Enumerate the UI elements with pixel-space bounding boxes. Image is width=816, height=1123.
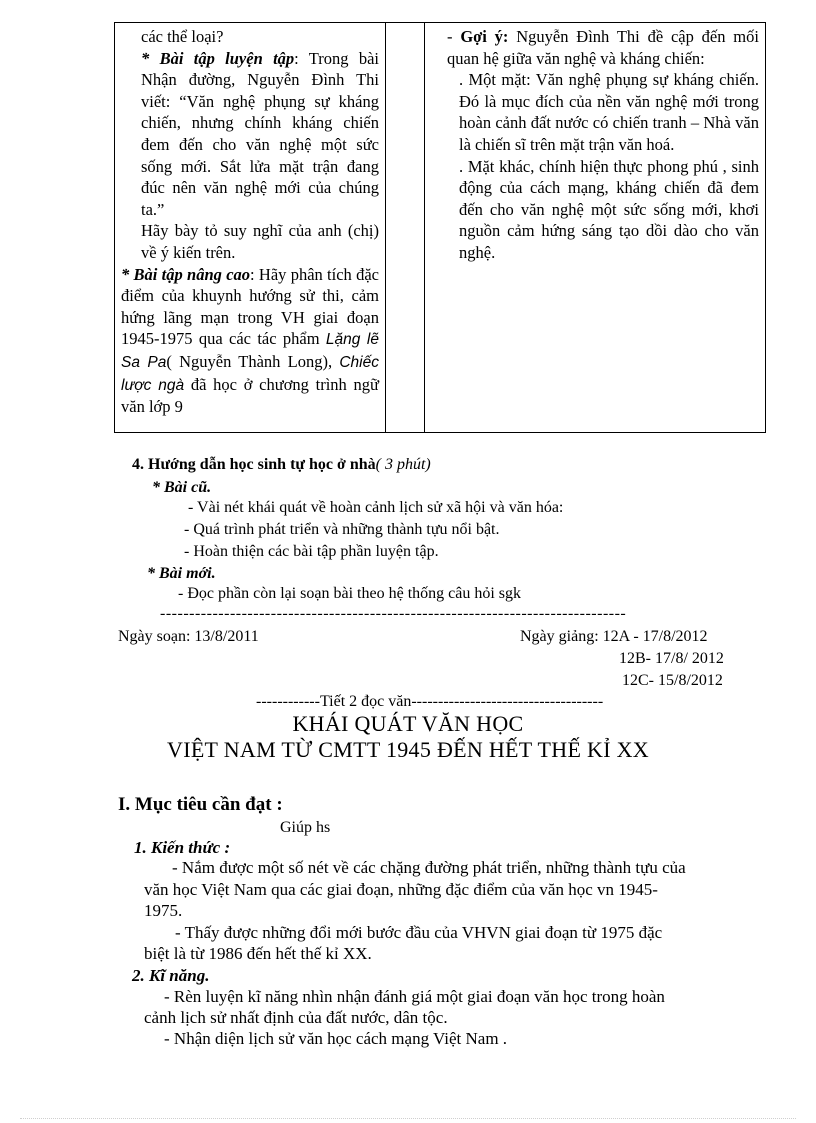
exercise-table bbox=[114, 22, 766, 433]
practice-exercise-question: Hãy bày tỏ suy nghĩ của anh (chị) về ý kiến trên. bbox=[141, 221, 379, 262]
work-title-2: Chiếc lược ngà bbox=[121, 353, 379, 394]
knowledge-item-1-end: 1975. bbox=[144, 901, 183, 920]
skills-item-2: - Nhận diện lịch sử văn học cách mạng Việt Nam . bbox=[164, 1029, 508, 1048]
objectives-intro: Giúp hs bbox=[280, 819, 331, 836]
page-title-line-1: KHÁI QUÁT VĂN HỌC bbox=[292, 711, 524, 736]
hint-point-2: . Mặt khác, chính hiện thực phong phú , sinh động của cách mạng, kháng chiến đã đem đến cho văn nghệ một sức sống mới, khơi nguồn cảm hứng sáng tạo dồi dào cho văn nghệ. bbox=[459, 156, 759, 262]
work-title-1: Lặng lẽ Sa Pa bbox=[121, 331, 379, 371]
new-lesson-item-1: - Đọc phần còn lại soạn bài theo hệ thống câu hỏi sgk bbox=[178, 585, 522, 602]
practice-exercise bbox=[121, 48, 379, 221]
knowledge-heading: 1. Kiến thức : bbox=[134, 838, 231, 857]
teach-date-row-3: 12C- 15/8/2012 bbox=[622, 672, 723, 689]
practice-exercise-label: * Bài tập luyện tập bbox=[141, 48, 295, 68]
prep-date: Ngày soạn: 13/8/2011 bbox=[118, 628, 259, 645]
knowledge-item-1-cont: văn học Việt Nam qua các giai đoạn, những đặc điểm của văn học vn 1945- bbox=[144, 880, 658, 899]
hint-point-1: . Một mặt: Văn nghệ phụng sự kháng chiến. Đó là mục đích của nền văn nghệ mới trong hoàn cảnh đất nước có chiến tranh – Nhà văn là chiến sĩ trên mặt trận văn hoá. bbox=[459, 70, 759, 154]
section-separator: -------------------------------------------------------------------------------- bbox=[160, 605, 627, 622]
empty-column bbox=[386, 23, 425, 433]
advanced-exercise-label: * Bài tập nâng cao bbox=[121, 264, 251, 284]
exercise-column bbox=[115, 23, 386, 433]
old-lesson-item-1: - Vài nét khái quát về hoàn cảnh lịch sử xã hội và văn hóa: bbox=[188, 499, 564, 516]
period-line: ------------Tiết 2 đọc văn------------------------------------ bbox=[256, 693, 604, 710]
skills-heading: 2. Kĩ năng. bbox=[132, 966, 210, 985]
old-lesson-item-2: - Quá trình phát triển và những thành tựu nổi bật. bbox=[184, 521, 500, 538]
hint-label: Gợi ý: bbox=[460, 27, 509, 46]
answer-column bbox=[425, 23, 766, 433]
old-lesson-item-3: - Hoàn thiện các bài tập phần luyện tập. bbox=[184, 543, 439, 560]
knowledge-item-1: - Nắm được một số nét về các chặng đường phát triển, những thành tựu của bbox=[172, 858, 686, 877]
exercise-cell-text bbox=[115, 23, 385, 418]
advanced-exercise: * Bài tập nâng cao: Hãy phân tích đặc điểm của khuynh hướng sử thi, cảm hứng lãng mạn trong VH giai đoạn 1945-1975 qua các tác phẩm Lặng lẽ Sa Pa( Nguyễn Thành Long), Chiếc lược ngà đã học ở chương trình ngữ văn lớp 9 bbox=[121, 264, 379, 417]
new-lesson-label: * Bài mới. bbox=[147, 565, 216, 582]
page-title-line-2: VIỆT NAM TỪ CMTT 1945 ĐẾN HẾT THẾ KỈ XX bbox=[167, 737, 649, 762]
knowledge-item-2: - Thấy được những đổi mới bước đầu của VHVN giai đoạn từ 1975 đặc bbox=[175, 923, 663, 942]
homework-heading: 4. Hướng dẫn học sinh tự học ở nhà( 3 phút) bbox=[132, 456, 431, 473]
teach-date-row-2: 12B- 17/8/ 2012 bbox=[619, 650, 724, 667]
old-lesson-label: * Bài cũ. bbox=[152, 479, 212, 496]
exercise-line-0: các thể loại? bbox=[141, 27, 224, 46]
practice-exercise-text: : Trong bài Nhận đường, Nguyễn Đình Thi viết: “Văn nghệ phụng sự kháng chiến, nhưng chính kháng chiến đem đến cho văn nghệ một sức sống mới. Sắt lửa mặt trận đang đúc nên văn nghệ mới của chúng ta.” bbox=[141, 48, 379, 219]
page-bottom-dotted-line bbox=[20, 1118, 796, 1119]
answer-cell-text bbox=[425, 23, 765, 264]
hint-line: - Gợi ý: Nguyễn Đình Thi đề cập đến mối quan hệ giữa văn nghệ và kháng chiến: bbox=[447, 27, 759, 68]
skills-item-1: - Rèn luyện kĩ năng nhìn nhận đánh giá một giai đoạn văn học trong hoàn bbox=[164, 987, 665, 1006]
knowledge-item-2-cont: biệt là từ 1986 đến hết thế kỉ XX. bbox=[144, 944, 372, 963]
objectives-heading: I. Mục tiêu cần đạt : bbox=[118, 794, 283, 815]
homework-time: ( 3 phút) bbox=[375, 456, 431, 473]
teach-date-row-1: Ngày giảng: 12A - 17/8/2012 bbox=[520, 628, 708, 645]
skills-item-1-cont: cảnh lịch sử nhất định của đất nước, dân tộc. bbox=[144, 1008, 448, 1027]
